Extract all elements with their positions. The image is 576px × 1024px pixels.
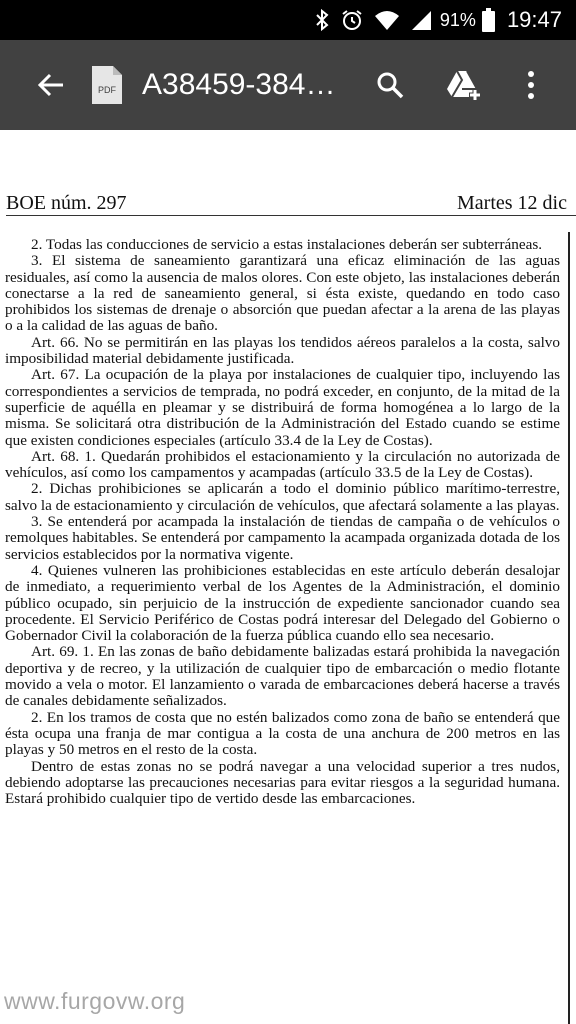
paragraph: Art. 67. La ocupación de la playa por instalaciones de cualquier tipo, incluyendo las correspondientes a servicios de temprada, no podrá exceder, en conjunto, de la mitad de la superficie de aquélla en pleamar y se distribuirá de forma homogénea a lo largo de la misma. Se solicitará otra distribución de la Administración del Estado cuando se estime que existen condiciones especiales (artículo 33.4 de la Ley de Costas). (5, 366, 560, 449)
status-bar (0, 0, 576, 40)
paragraph: 2. En los tramos de costa que no estén balizados como zona de baño se entenderá que ésta ocupa una franja de mar contigua a la costa de una anchura de 200 metros en las playas y 50 metros en el resto de la costa. (5, 708, 560, 759)
boe-header-right: Martes 12 dic (457, 192, 567, 214)
pdf-file-icon (92, 66, 122, 104)
paragraph: Art. 66. No se permitirán en las playas los tendidos aéreos paralelos a la costa, salvo imposibilidad material debidamente justificada. (5, 333, 560, 368)
add-to-drive-icon[interactable] (444, 65, 484, 105)
back-arrow-icon[interactable] (34, 68, 68, 102)
paragraph: Art. 68. 1. Quedarán prohibidos el estacionamiento y la circulación no autorizada de vehículos, así como los campamentos y acampadas (artículo 33.5 de la Ley de Costas). (5, 447, 560, 482)
alarm-icon (340, 8, 364, 32)
signal-icon (410, 9, 432, 31)
paragraph: 3. El sistema de saneamiento garantizará una eficaz eliminación de las aguas residuales, así como la ausencia de malos olores. Con este objeto, las instalaciones deberán conectarse a la red de saneamiento general, si ésta existe, quedando en todo caso prohibidos los sistemas de drenaje o absorción que puedan afectar a la arena de las playas o a la calidad de las aguas de baño. (5, 252, 560, 335)
paragraph: 4. Quienes vulneren las prohibiciones establecidas en este artículo deberán desalojar de inmediato, a requerimiento verbal de los Agentes de la Administración, el dominio público ocupado, sin perjuicio de la instrucción de expediente sancionador cuando sea procedente. El Servicio Periférico de Costas podrá interesar del Delegado del Gobierno o Gobernador Civil la colaboración de la fuerza pública cuando ello sea necesario. (5, 561, 560, 645)
paragraph: 2. Dichas prohibiciones se aplicarán a todo el dominio público marítimo-terrestre, salvo la de estacionamiento y circulación de vehículos, que afectará solamente a las playas. (5, 480, 560, 514)
column-rule (568, 232, 570, 1024)
clock: 19:47 (506, 7, 562, 32)
battery-icon (482, 8, 495, 32)
paragraph: 3. Se entenderá por acampada la instalación de tiendas de campaña o de vehículos o remolques habitables. Se entenderá por campamento la acampada organizada dotada de los servicios establecidos por la normativa vigente. (5, 513, 560, 563)
wifi-icon (374, 9, 400, 31)
app-toolbar (0, 40, 576, 130)
more-vert-icon[interactable] (511, 65, 551, 105)
battery-percent: 91% (439, 9, 476, 30)
header-rule (6, 215, 576, 216)
document-title: A38459-384… (142, 68, 336, 101)
pdf-page-viewer[interactable] (0, 130, 576, 1024)
watermark: www.furgovw.org (4, 988, 186, 1014)
pdf-icon-label: PDF (98, 85, 116, 95)
search-icon[interactable] (370, 65, 410, 105)
boe-header-left: BOE núm. 297 (6, 192, 127, 214)
paragraph: Dentro de estas zonas no se podrá navegar a una velocidad superior a tres nudos, debiendo adoptarse las precauciones necesarias para evitar riesgos a la seguridad humana. Estará prohibido cualquier tipo de vertido desde las embarcaciones. (5, 757, 560, 808)
boe-page-header (6, 192, 576, 215)
document-body (5, 237, 560, 807)
bluetooth-icon (314, 8, 330, 32)
paragraph: 2. Todas las conducciones de servicio a estas instalaciones deberán ser subterráneas. (31, 236, 543, 253)
paragraph: Art. 69. 1. En las zonas de baño debidamente balizadas estará prohibida la navegación deportiva y de recreo, y la utilización de cualquier tipo de embarcación o medio flotante movido a vela o motor. El lanzamiento o varada de embarcaciones deberá hacerse a través de canales debidamente señalizados. (5, 643, 560, 710)
